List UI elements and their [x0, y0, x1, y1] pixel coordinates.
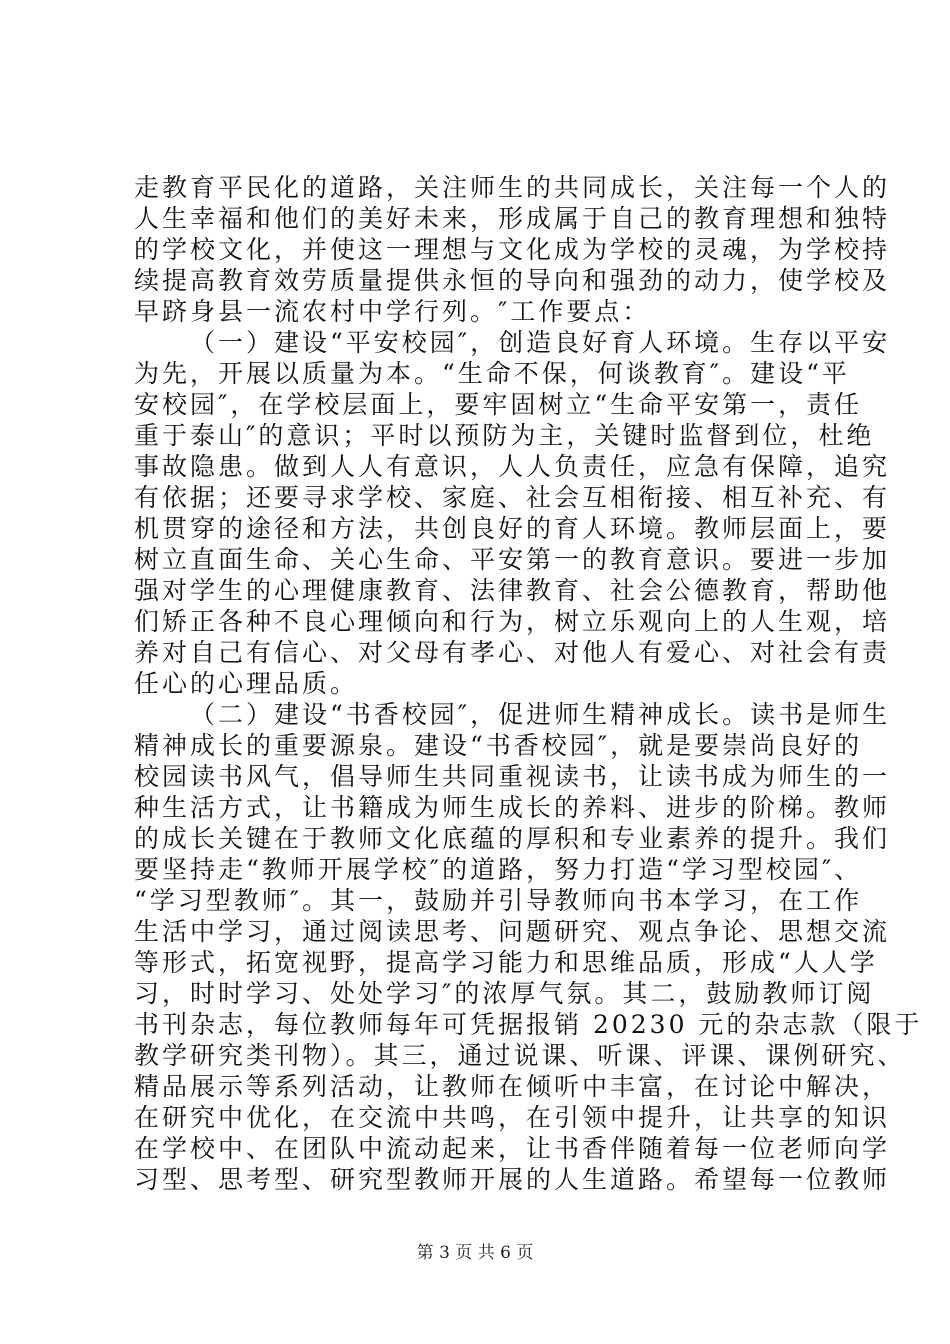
- text-line: 习，时时学习、处处学习″的浓厚气氛。其二，鼓励教师订阅: [134, 979, 875, 1008]
- text-line: 任心的心理品质。: [134, 669, 359, 698]
- text-line: 早跻身县一流农村中学行列。″工作要点：: [134, 297, 651, 326]
- text-line: 精神成长的重要源泉。建设“书香校园″，就是要崇尚良好的: [134, 731, 863, 760]
- text-line: 重于泰山″的意识；平时以预防为主，关键时监督到位，杜绝: [134, 421, 875, 450]
- text-line: 树立直面生命、关心生命、平安第一的教育意识。要进一步加: [134, 545, 891, 574]
- text-line: 们矫正各种不良心理倾向和行为，树立乐观向上的人生观，培: [134, 607, 891, 636]
- text-line: 机贯穿的途径和方法，共创良好的育人环境。教师层面上，要: [134, 514, 891, 543]
- text-line: 人生幸福和他们的美好未来，形成属于自己的教育理想和独特: [134, 204, 891, 233]
- text-line: 要坚持走“教师开展学校″的道路，努力打造“学习型校园″、: [134, 855, 863, 884]
- page-number-footer: 第 3 页 共 6 页: [416, 1243, 534, 1263]
- text-line: 习型、思考型、研究型教师开展的人生道路。希望每一位教师: [134, 1165, 891, 1194]
- text-line: “学习型教师″。其一，鼓励并引导教师向书本学习，在工作: [134, 886, 863, 915]
- text-line: 种生活方式，让书籍成为师生成长的养料、进步的阶梯。教师: [134, 793, 891, 822]
- text-line: 养对自己有信心、对父母有孝心、对他人有爱心、对社会有责: [134, 638, 891, 667]
- text-line: 的学校文化，并使这一理想与文化成为学校的灵魂，为学校持: [134, 235, 891, 264]
- text-line: 强对学生的心理健康教育、法律教育、社会公德教育，帮助他: [134, 576, 891, 605]
- text-line: 等形式，拓宽视野，提高学习能力和思维品质，形成“人人学: [134, 948, 878, 977]
- paragraph-heading-line: （一）建设“平安校园″，创造良好育人环境。生存以平安: [190, 328, 891, 357]
- text-line: 为先，开展以质量为本。“生命不保，何谈教育″。建设“平: [134, 359, 850, 388]
- text-line: 事故隐患。做到人人有意识，人人负责任，应急有保障，追究: [134, 452, 891, 481]
- text-line: 教学研究类刊物）。其三，通过说课、听课、评课、课例研究、: [134, 1041, 906, 1070]
- paragraph-heading-line: （二）建设“书香校园″，促进师生精神成长。读书是师生: [190, 700, 891, 729]
- text-line: 生活中学习，通过阅读思考、问题研究、观点争论、思想交流: [134, 917, 891, 946]
- text-line: 在学校中、在团队中流动起来，让书香伴随着每一位老师向学: [134, 1134, 891, 1163]
- text-line: 校园读书风气，倡导师生共同重视读书，让读书成为师生的一: [134, 762, 891, 791]
- text-line: 书刊杂志，每位教师每年可凭据报销 20230 元的杂志款（限于: [134, 1010, 923, 1039]
- document-body: [134, 172, 923, 1195]
- text-line: 有依据；还要寻求学校、家庭、社会互相衔接、相互补充、有: [134, 483, 891, 512]
- text-line: 在研究中优化，在交流中共鸣，在引领中提升，让共享的知识: [134, 1103, 891, 1132]
- text-line: 的成长关键在于教师文化底蕴的厚积和专业素养的提升。我们: [134, 824, 891, 853]
- text-line: 走教育平民化的道路，关注师生的共同成长，关注每一个人的: [134, 173, 891, 202]
- text-line: 安校园″，在学校层面上，要牢固树立“生命平安第一，责任: [134, 390, 863, 419]
- text-line: 续提高教育效劳质量提供永恒的导向和强劲的动力，使学校及: [134, 266, 891, 295]
- text-line: 精品展示等系列活动，让教师在倾听中丰富，在讨论中解决，: [134, 1072, 891, 1101]
